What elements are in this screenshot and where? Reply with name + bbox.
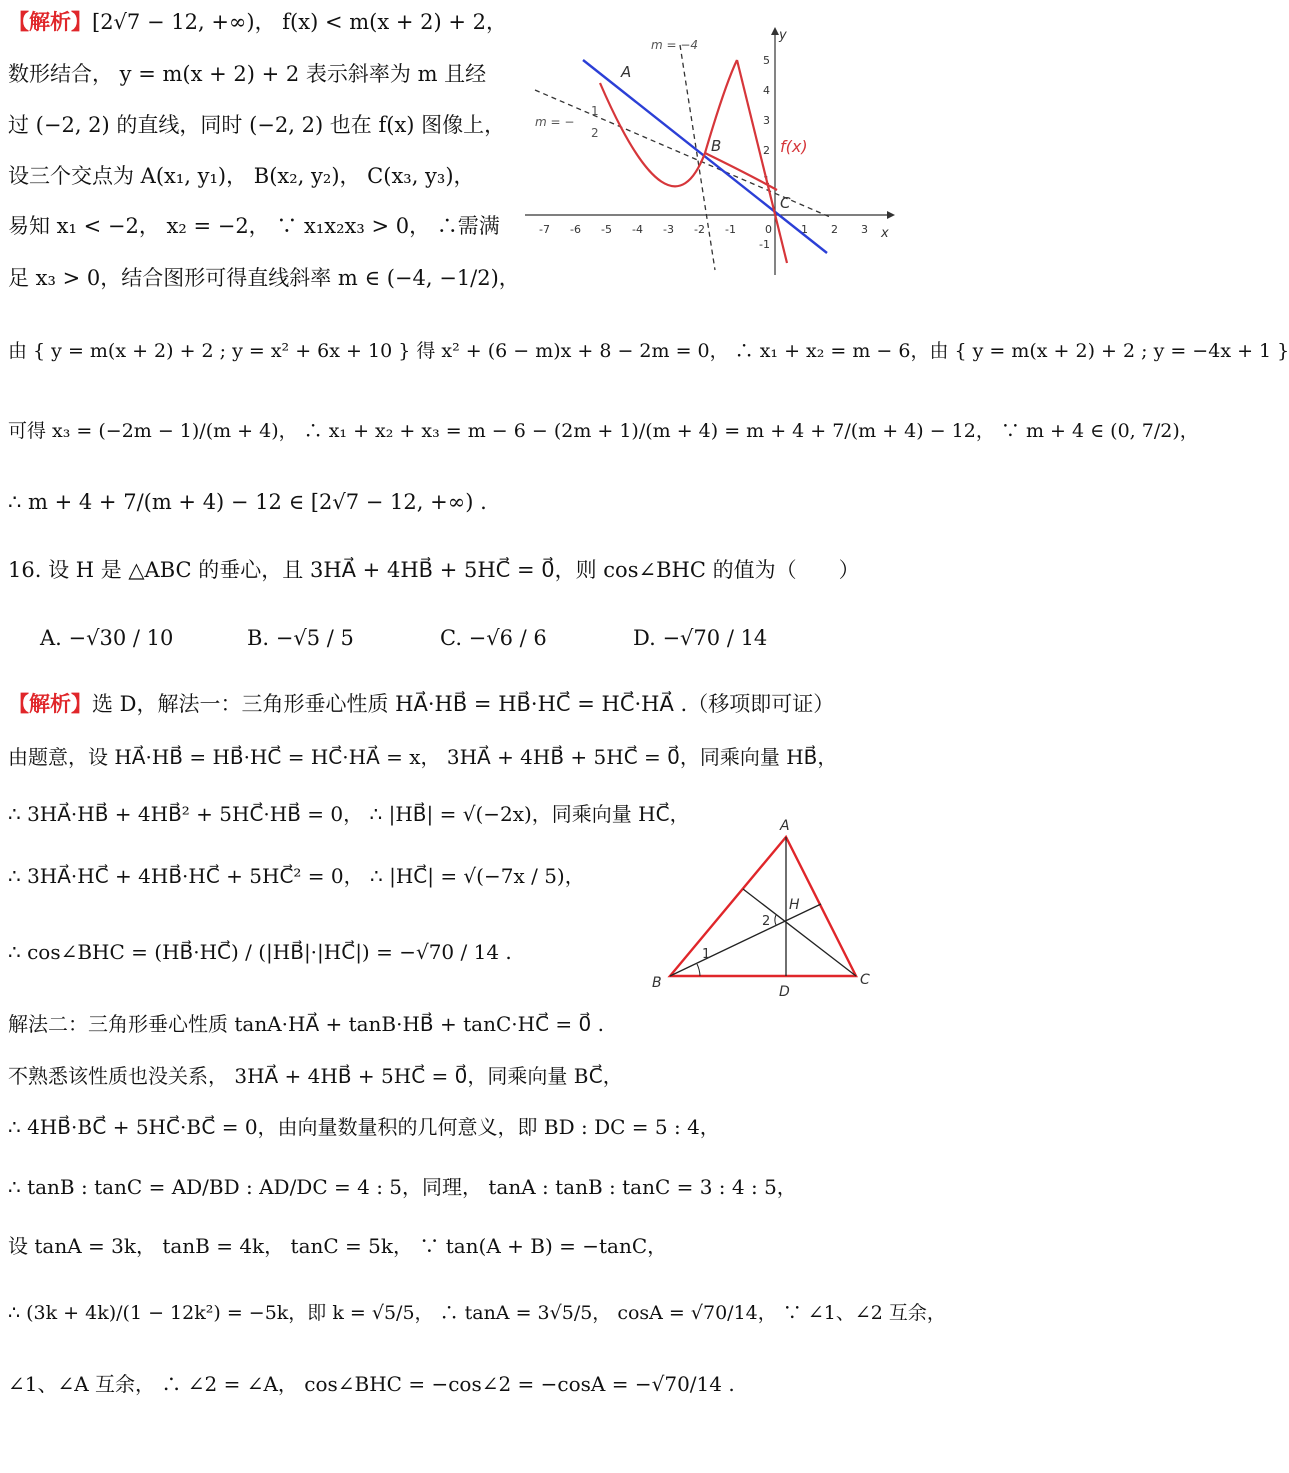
question-stem: 16. 设 H 是 △ABC 的垂心，且 3HA⃗ + 4HB⃗ + 5HC⃗ = 0⃗，则 cos∠BHC 的值为（ ） (8, 558, 860, 582)
x-axis-arrow (887, 211, 895, 219)
solution2-line-7: 不熟悉该性质也没关系， 3HA⃗ + 4HB⃗ + 5HC⃗ = 0⃗，同乘向量 BC⃗， (8, 1064, 623, 1088)
m-neg-half-den: 2 (591, 126, 599, 140)
angle-2-arc (775, 915, 776, 925)
x-tick: -5 (601, 223, 612, 236)
analysis-tag: 【解析】 (8, 10, 92, 34)
vertex-a-label: A (780, 818, 790, 834)
y-axis-label: y (779, 28, 787, 43)
y-tick: -1 (759, 238, 770, 251)
orthocenter-h-label: H (789, 897, 800, 913)
solution2-line-9: ∴ tanB : tanC = AD/BD : AD/DC = 4 : 5，同理， tanA : tanB : tanC = 3 : 4 : 5， (8, 1175, 797, 1199)
analysis-tag-2: 【解析】 (8, 692, 92, 716)
solution2-line-5: ∴ cos∠BHC = (HB⃗·HC⃗) / (|HB⃗|·|HC⃗|) = −√70 / 14 . (8, 940, 512, 964)
solution-line-5: 易知 x₁ < −2， x₂ = −2， ∵ x₁x₂x₃ > 0， ∴需满 (8, 214, 500, 238)
angle-1-arc (697, 964, 700, 976)
vertex-c-label: C (860, 972, 870, 988)
solution-line-8: 可得 x₃ = (−2m − 1)/(m + 4)， ∴ x₁ + x₂ + x₃ = m − 6 − (2m + 1)/(m + 4) = m + 4 + 7/(m + 4) − 12， ∵ m + 4 ∈ (0, 7/2)， (8, 420, 1199, 442)
line-m-neg4 (680, 45, 715, 270)
y-axis-arrow (771, 27, 779, 35)
solution-line-6: 足 x₃ > 0，结合图形可得直线斜率 m ∈ (−4, −1/2)， (8, 266, 520, 290)
x-tick: -3 (663, 223, 674, 236)
foot-d-label: D (779, 984, 790, 1000)
vertex-b-label: B (652, 975, 662, 991)
solution2-line-12: ∠1、∠A 互余， ∴ ∠2 = ∠A， cos∠BHC = −cos∠2 = −cosA = −√70/14 . (8, 1372, 735, 1396)
altitude-be (670, 904, 821, 976)
solution2-line-2: 由题意，设 HA⃗·HB⃗ = HB⃗·HC⃗ = HC⃗·HA⃗ = x， 3HA⃗ + 4HB⃗ + 5HC⃗ = 0⃗，同乘向量 HB⃗， (8, 745, 838, 769)
x-tick: 3 (861, 223, 868, 236)
option-c: C. −√6 / 6 (440, 626, 547, 650)
solution2-line-1: 【解析】选 D，解法一：三角形垂心性质 HA⃗·HB⃗ = HB⃗·HC⃗ = HC⃗·HA⃗ .（移项即可证） (8, 692, 835, 716)
x-axis-label: x (881, 226, 889, 241)
fx-right-branch (737, 60, 787, 263)
point-c-label: C (780, 194, 791, 212)
x-tick: 2 (831, 223, 838, 236)
solution-line-3: 过 (−2, 2) 的直线，同时 (−2, 2) 也在 f(x) 图像上， (8, 113, 506, 137)
fx-label: f(x) (780, 137, 808, 156)
line-blue (583, 60, 827, 253)
solution2-line-6: 解法二：三角形垂心性质 tanA·HA⃗ + tanB·HB⃗ + tanC·HC⃗ = 0⃗ . (8, 1012, 604, 1036)
y-tick: 4 (763, 84, 770, 97)
angle-1-label: 1 (702, 947, 711, 962)
m-neg-half-num: 1 (591, 104, 599, 118)
point-b-label: B (711, 137, 722, 155)
orthocenter-triangle (648, 812, 883, 1002)
x-tick: -2 (694, 223, 705, 236)
m-neg-half-label: m = − (535, 115, 575, 129)
x-tick: -7 (539, 223, 550, 236)
y-tick: 1 (763, 174, 770, 187)
y-tick: 5 (763, 54, 770, 67)
solution-line-9: ∴ m + 4 + 7/(m + 4) − 12 ∈ [2√7 − 12, +∞) . (8, 490, 487, 514)
function-graph (525, 25, 895, 285)
option-a: A. −√30 / 10 (40, 626, 174, 650)
option-d: D. −√70 / 14 (633, 626, 768, 650)
solution-line-2: 数形结合， y = m(x + 2) + 2 表示斜率为 m 且经 (8, 62, 487, 86)
solution2-line-11: ∴ (3k + 4k)/(1 − 12k²) = −5k，即 k = √5/5， ∴ tanA = 3√5/5， cosA = √70/14， ∵ ∠1、∠2 互余， (8, 1302, 946, 1324)
x-tick: -1 (725, 223, 736, 236)
angle-2-label: 2 (762, 914, 771, 929)
x-tick: -4 (632, 223, 643, 236)
point-a-label: A (621, 63, 632, 81)
x-tick: 1 (801, 223, 808, 236)
option-b: B. −√5 / 5 (247, 626, 354, 650)
y-tick: 3 (763, 114, 770, 127)
x-tick: -6 (570, 223, 581, 236)
solution2-line-4: ∴ 3HA⃗·HC⃗ + 4HB⃗·HC⃗ + 5HC⃗² = 0， ∴ |HC⃗| = √(−7x / 5)， (8, 864, 585, 888)
solution2-line-3: ∴ 3HA⃗·HB⃗ + 4HB⃗² + 5HC⃗·HB⃗ = 0， ∴ |HB⃗| = √(−2x)，同乘向量 HC⃗， (8, 802, 690, 826)
solution2-line-8: ∴ 4HB⃗·BC⃗ + 5HC⃗·BC⃗ = 0，由向量数量积的几何意义，即 BD : DC = 5 : 4， (8, 1115, 720, 1139)
solution-line-4: 设三个交点为 A(x₁, y₁)， B(x₂, y₂)， C(x₃, y₃)， (8, 164, 475, 188)
m-neg4-label: m = −4 (651, 38, 699, 52)
solution-line-1: 【解析】[2√7 − 12, +∞)， f(x) < m(x + 2) + 2， (8, 10, 507, 34)
solution2-line-10: 设 tanA = 3k， tanB = 4k， tanC = 5k， ∵ tan(A + B) = −tanC， (8, 1234, 668, 1258)
x-tick: 0 (765, 223, 772, 236)
solution-line-7: 由 { y = m(x + 2) + 2 ; y = x² + 6x + 10 } 得 x² + (6 − m)x + 8 − 2m = 0， ∴ x₁ + x₂ = m − 6，由 { y = m(x + 2) + 2 ; y = −4x + 1 } (8, 340, 1289, 362)
y-tick: 2 (763, 144, 770, 157)
